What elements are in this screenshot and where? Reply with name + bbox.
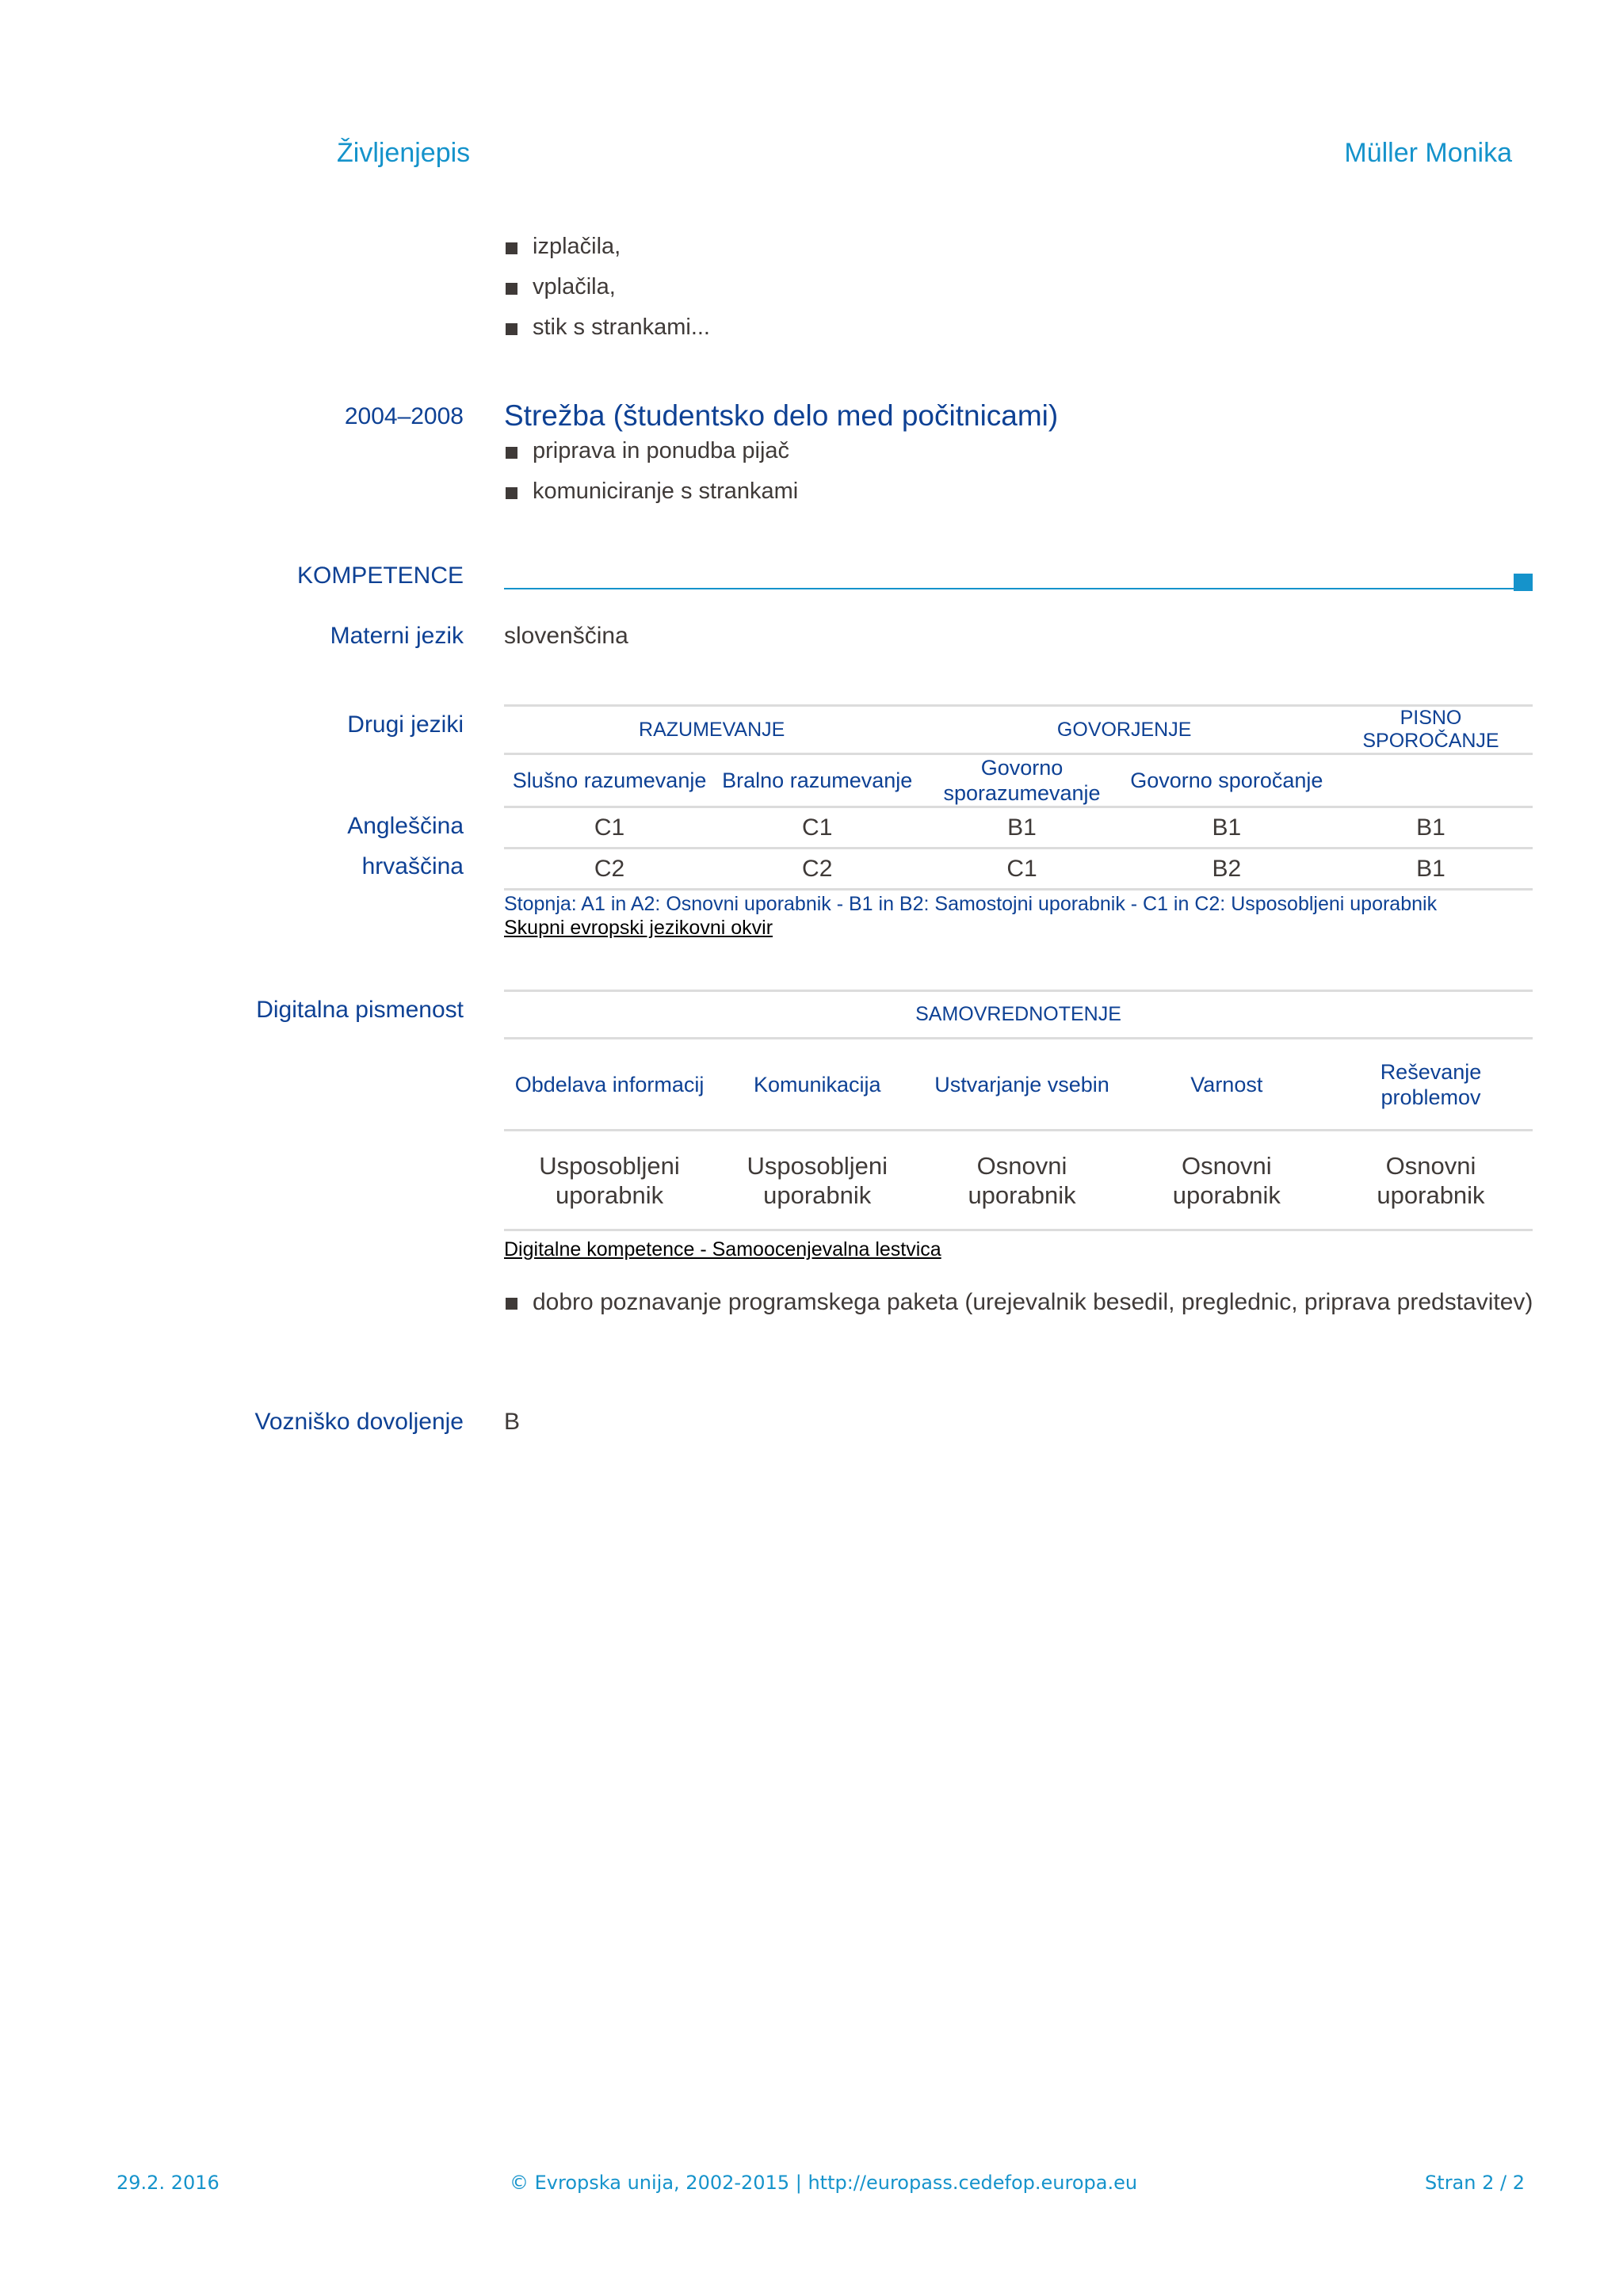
section-divider [504, 588, 1514, 589]
list-item: stik s strankami... [504, 307, 710, 348]
digital-scale-link[interactable]: Digitalne kompetence - Samoocenjevalna lestvica [504, 1238, 941, 1261]
group-header: GOVORJENJE [919, 706, 1329, 754]
level-cell: C1 [504, 807, 715, 849]
job-duties-list [504, 431, 798, 512]
language-name: hrvaščina [361, 853, 464, 879]
list-item: vplačila, [504, 267, 710, 307]
column-header: Govorno sporočanje [1125, 754, 1329, 807]
level-cell: Usposobljeni uporabnik [504, 1131, 715, 1230]
level-cell: C1 [715, 807, 919, 849]
level-cell: B1 [919, 807, 1124, 849]
section-marker [1514, 574, 1533, 591]
list-item: priprava in ponudba pijač [504, 431, 798, 471]
cefr-link[interactable]: Skupni evropski jezikovni okvir [504, 917, 773, 939]
level-legend: Stopnja: A1 in A2: Osnovni uporabnik - B1 in B2: Samostojni uporabnik - C1 in C2: Usposobljeni uporabnik [504, 893, 1438, 915]
column-header: Varnost [1125, 1039, 1329, 1131]
table-row [504, 849, 1533, 890]
driving-licence-value: B [504, 1409, 521, 1435]
column-header: Slušno razumevanje [504, 754, 715, 807]
duties-list [504, 227, 710, 348]
list-item: dobro poznavanje programskega paketa (urejevalnik besedil, preglednic, priprava predstavitev) [504, 1282, 1533, 1322]
level-cell: B1 [1329, 849, 1533, 890]
group-header: PISNO SPOROČANJE [1329, 706, 1533, 754]
group-header: SAMOVREDNOTENJE [504, 991, 1533, 1039]
list-item: izplačila, [504, 227, 710, 267]
language-name: Angleščina [347, 813, 464, 839]
level-cell: Usposobljeni uporabnik [715, 1131, 919, 1230]
document-title: Življenjepis [337, 138, 471, 168]
level-cell: Osnovni uporabnik [1329, 1131, 1533, 1230]
level-cell: C2 [715, 849, 919, 890]
footer-page-number: Stran 2 / 2 [1425, 2172, 1525, 2194]
column-header: Govorno sporazumevanje [919, 754, 1124, 807]
level-cell: C2 [504, 849, 715, 890]
job-title: Strežba (študentsko delo med počitnicami) [504, 399, 1059, 432]
group-header: RAZUMEVANJE [504, 706, 919, 754]
column-header: Bralno razumevanje [715, 754, 919, 807]
column-header: Komunikacija [715, 1039, 919, 1131]
column-header: Ustvarjanje vsebin [919, 1039, 1124, 1131]
level-cell: B1 [1329, 807, 1533, 849]
column-header: Obdelava informacij [504, 1039, 715, 1131]
level-cell: C1 [919, 849, 1124, 890]
table-row [504, 1131, 1533, 1230]
job-period: 2004–2008 [344, 403, 464, 429]
digital-table [504, 990, 1533, 1231]
driving-licence-label: Vozniško dovoljenje [254, 1409, 464, 1435]
digital-skills-list [504, 1282, 1533, 1322]
column-header [1329, 754, 1533, 807]
person-name: Müller Monika [1344, 138, 1512, 168]
level-cell: Osnovni uporabnik [1125, 1131, 1329, 1230]
section-title: KOMPETENCE [296, 563, 464, 589]
level-cell: B2 [1125, 849, 1329, 890]
footer-date: 29.2. 2016 [116, 2172, 220, 2194]
mother-tongue-value: slovenščina [504, 623, 628, 649]
level-cell: Osnovni uporabnik [919, 1131, 1124, 1230]
column-header: Reševanje problemov [1329, 1039, 1533, 1131]
footer-copyright: © Evropska unija, 2002-2015 | http://europass.cedefop.europa.eu [510, 2172, 1138, 2194]
other-languages-label: Drugi jeziki [347, 711, 464, 738]
language-table [504, 704, 1533, 891]
list-item: komuniciranje s strankami [504, 471, 798, 512]
mother-tongue-label: Materni jezik [330, 623, 464, 649]
level-cell: B1 [1125, 807, 1329, 849]
table-row [504, 807, 1533, 849]
digital-label: Digitalna pismenost [256, 997, 464, 1023]
